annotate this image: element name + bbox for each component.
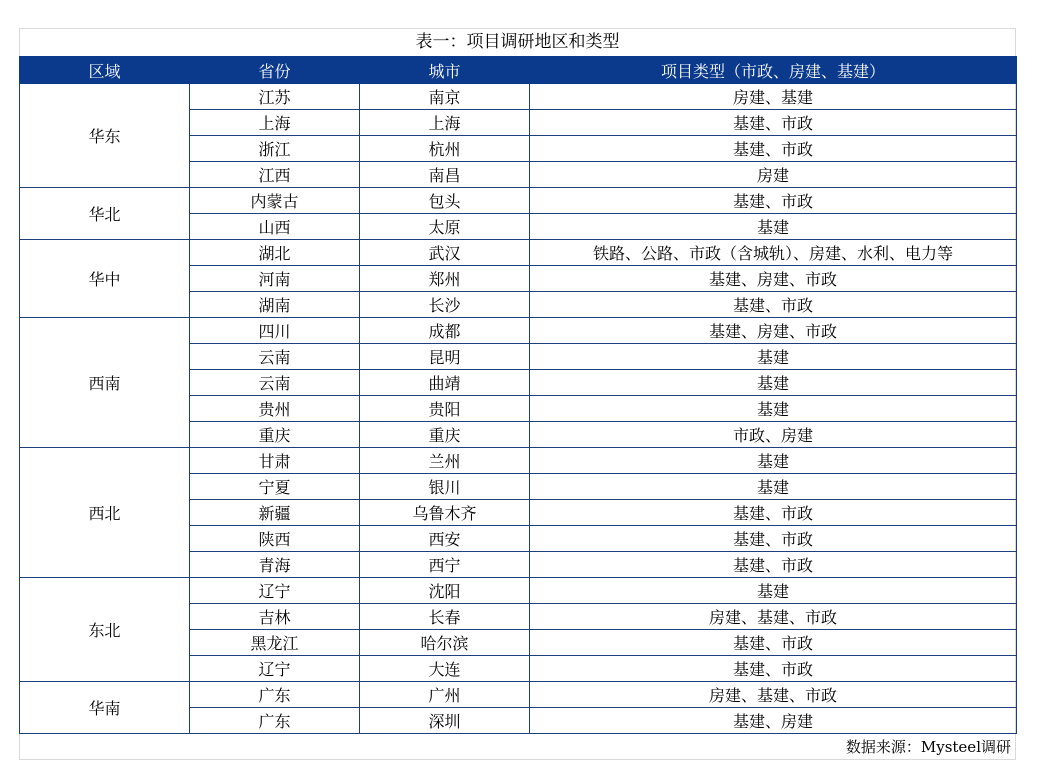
city-cell: 曲靖 [360, 370, 530, 396]
city-cell: 西安 [360, 526, 530, 552]
province-cell: 云南 [190, 370, 360, 396]
table-row [20, 84, 1017, 110]
city-cell: 深圳 [360, 708, 530, 734]
province-cell: 陕西 [190, 526, 360, 552]
city-cell: 杭州 [360, 136, 530, 162]
city-cell: 大连 [360, 656, 530, 682]
table-row [20, 682, 1017, 708]
province-cell: 河南 [190, 266, 360, 292]
header-region: 区域 [20, 57, 190, 84]
province-cell: 四川 [190, 318, 360, 344]
project-type-cell: 基建 [530, 214, 1017, 240]
province-cell: 山西 [190, 214, 360, 240]
region-cell: 西北 [20, 448, 190, 578]
province-cell: 湖北 [190, 240, 360, 266]
table-row [20, 188, 1017, 214]
province-cell: 上海 [190, 110, 360, 136]
city-cell: 长春 [360, 604, 530, 630]
project-type-cell: 基建 [530, 344, 1017, 370]
city-cell: 西宁 [360, 552, 530, 578]
province-cell: 宁夏 [190, 474, 360, 500]
province-cell: 浙江 [190, 136, 360, 162]
city-cell: 银川 [360, 474, 530, 500]
table-row [20, 578, 1017, 604]
header-province: 省份 [190, 57, 360, 84]
project-type-cell: 基建、市政 [530, 110, 1017, 136]
city-cell: 沈阳 [360, 578, 530, 604]
province-cell: 重庆 [190, 422, 360, 448]
project-type-cell: 房建 [530, 162, 1017, 188]
header-city: 城市 [360, 57, 530, 84]
region-cell: 东北 [20, 578, 190, 682]
project-type-cell: 基建、市政 [530, 188, 1017, 214]
project-type-cell: 基建、房建、市政 [530, 318, 1017, 344]
project-type-cell: 基建、房建、市政 [530, 266, 1017, 292]
region-cell: 华东 [20, 84, 190, 188]
project-type-cell: 房建、基建、市政 [530, 682, 1017, 708]
city-cell: 乌鲁木齐 [360, 500, 530, 526]
province-cell: 吉林 [190, 604, 360, 630]
province-cell: 黑龙江 [190, 630, 360, 656]
province-cell: 江西 [190, 162, 360, 188]
table-body [20, 84, 1017, 734]
province-cell: 云南 [190, 344, 360, 370]
region-cell: 华中 [20, 240, 190, 318]
header-project-type: 项目类型（市政、房建、基建） [530, 57, 1017, 84]
province-cell: 广东 [190, 682, 360, 708]
project-type-cell: 基建 [530, 448, 1017, 474]
project-type-cell: 基建、市政 [530, 526, 1017, 552]
city-cell: 广州 [360, 682, 530, 708]
project-type-cell: 基建、市政 [530, 630, 1017, 656]
project-type-cell: 房建、基建、市政 [530, 604, 1017, 630]
table-row [20, 240, 1017, 266]
province-cell: 新疆 [190, 500, 360, 526]
project-type-cell: 基建、市政 [530, 292, 1017, 318]
project-type-cell: 基建 [530, 370, 1017, 396]
city-cell: 太原 [360, 214, 530, 240]
project-type-cell: 铁路、公路、市政（含城轨）、房建、水利、电力等 [530, 240, 1017, 266]
city-cell: 长沙 [360, 292, 530, 318]
project-type-cell: 基建、市政 [530, 656, 1017, 682]
region-project-table [19, 56, 1017, 734]
project-type-cell: 市政、房建 [530, 422, 1017, 448]
province-cell: 广东 [190, 708, 360, 734]
city-cell: 武汉 [360, 240, 530, 266]
project-type-cell: 基建 [530, 474, 1017, 500]
province-cell: 甘肃 [190, 448, 360, 474]
table-row [20, 318, 1017, 344]
city-cell: 兰州 [360, 448, 530, 474]
city-cell: 昆明 [360, 344, 530, 370]
city-cell: 重庆 [360, 422, 530, 448]
table-row [20, 448, 1017, 474]
project-type-cell: 基建、市政 [530, 136, 1017, 162]
region-cell: 西南 [20, 318, 190, 448]
province-cell: 江苏 [190, 84, 360, 110]
region-cell: 华北 [20, 188, 190, 240]
city-cell: 郑州 [360, 266, 530, 292]
city-cell: 上海 [360, 110, 530, 136]
header-row [20, 57, 1017, 84]
project-type-cell: 基建、房建 [530, 708, 1017, 734]
province-cell: 湖南 [190, 292, 360, 318]
region-cell: 华南 [20, 682, 190, 734]
project-type-cell: 房建、基建 [530, 84, 1017, 110]
city-cell: 成都 [360, 318, 530, 344]
province-cell: 辽宁 [190, 578, 360, 604]
project-type-cell: 基建 [530, 396, 1017, 422]
city-cell: 南昌 [360, 162, 530, 188]
province-cell: 内蒙古 [190, 188, 360, 214]
province-cell: 贵州 [190, 396, 360, 422]
city-cell: 南京 [360, 84, 530, 110]
province-cell: 青海 [190, 552, 360, 578]
project-type-cell: 基建、市政 [530, 500, 1017, 526]
project-type-cell: 基建、市政 [530, 552, 1017, 578]
table-title: 表一：项目调研地区和类型 [415, 32, 620, 52]
project-type-cell: 基建 [530, 578, 1017, 604]
city-cell: 贵阳 [360, 396, 530, 422]
data-source: 数据来源：Mysteel调研 [845, 738, 1011, 756]
city-cell: 包头 [360, 188, 530, 214]
city-cell: 哈尔滨 [360, 630, 530, 656]
province-cell: 辽宁 [190, 656, 360, 682]
